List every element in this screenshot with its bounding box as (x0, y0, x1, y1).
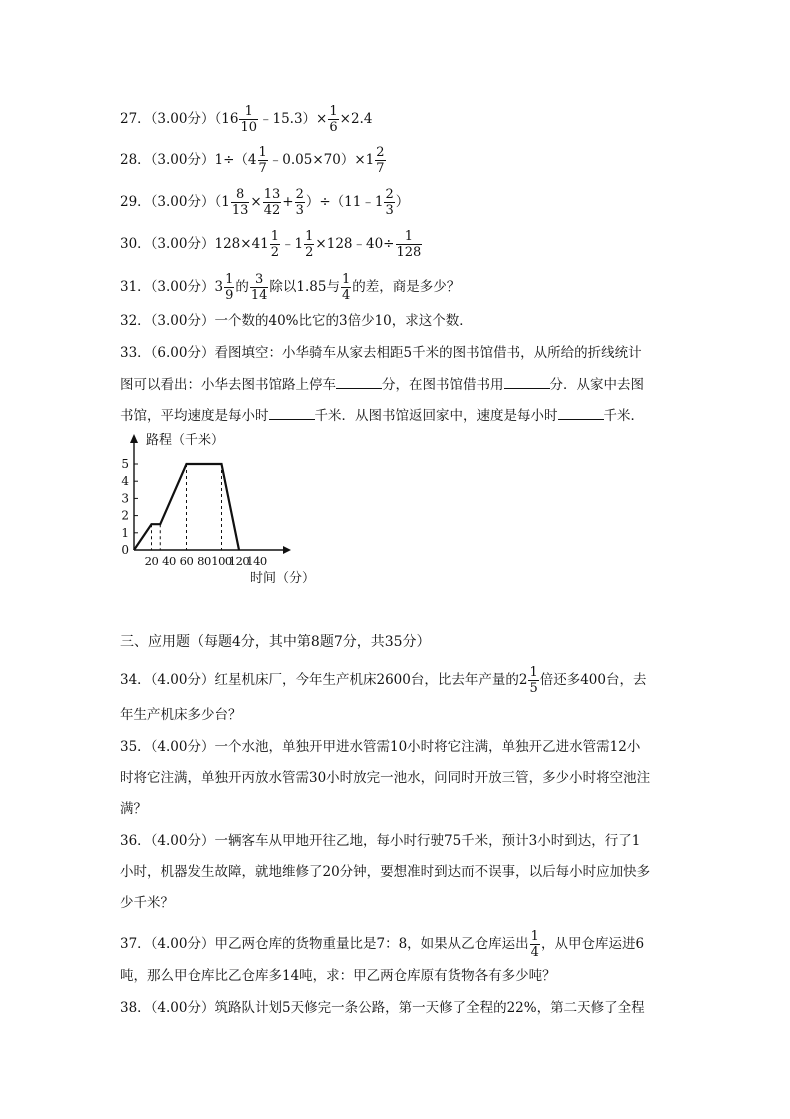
x-tick-label: 140 (246, 554, 267, 568)
fraction: $\frac{2}{7}$ (376, 145, 385, 176)
question-33-line-2: 图可以看出：小华去图书馆路上停车 分，在图书馆借书用 分．从家中去图 (120, 374, 644, 395)
fraction: $\frac{1}{6}$ (329, 104, 338, 135)
answer-blank[interactable] (504, 374, 550, 389)
fraction: $\frac{1}{2}$ (270, 229, 280, 260)
question-33-line-1: 33．（6.00分）看图填空：小华骑车从家去相距5千米的图书馆借书，从所给的折线统计 (120, 345, 642, 361)
question-32: 32．（3.00分）一个数的40%比它的3倍少10，求这个数． (120, 313, 473, 329)
question-29: 29．（3.00分）（1 $\frac{8}{13}$ × $\frac{13}{42}$ + $\frac{2}{3}$ ）÷（11﹣1 $\frac{2}{3}$ ） (120, 187, 410, 218)
fraction: $\frac{1}{5}$ (529, 665, 538, 696)
x-tick-label: 120 (228, 554, 250, 568)
answer-blank[interactable] (558, 405, 604, 420)
fraction: $\frac{1}{7}$ (258, 145, 267, 176)
question-33-line-3: 书馆，平均速度是每小时 千米．从图书馆返回家中，速度是每小时 千米． (120, 405, 644, 426)
y-tick-label: 3 (121, 491, 129, 506)
question-36-line-3: 少千米？ (120, 895, 174, 911)
x-tick-label: 60 (179, 554, 194, 568)
question-27: 27．（3.00分）（16 $\frac{1}{10}$ ﹣15.3）× $\frac{1}{6}$ ×2.4 (120, 104, 373, 135)
fraction: $\frac{3}{14}$ (250, 272, 268, 303)
fraction: $\frac{1}{128}$ (396, 229, 422, 260)
y-tick-label: 5 (121, 457, 129, 471)
question-37-line-1: 37．（4.00分）甲乙两仓库的货物重量比是7：8，如果从乙仓库运出 $\frac{1}{4}$ ，从甲仓库运进6 (120, 929, 645, 960)
question-31: 31．（3.00分）3 $\frac{1}{9}$ 的 $\frac{3}{14}$ 除以1.85与 $\frac{1}{4}$ 的差，商是多少？ (120, 272, 461, 303)
x-tick-label: 40 (162, 554, 176, 568)
origin-label: 0 (121, 543, 129, 557)
question-28: 28．（3.00分）1÷（4 $\frac{1}{7}$ ﹣0.05×70）×1 $\frac{2}{7}$ (120, 145, 385, 176)
fraction: $\frac{1}{4}$ (530, 929, 539, 960)
x-axis-arrow (283, 546, 291, 554)
distance-time-chart (110, 428, 330, 588)
y-axis-arrow (130, 434, 138, 443)
question-34-line-2: 年生产机床多少台？ (120, 707, 242, 723)
fraction: $\frac{2}{3}$ (385, 187, 394, 218)
x-axis-title: 时间（分） (250, 571, 316, 586)
fraction: $\frac{1}{10}$ (240, 104, 257, 135)
fraction: $\frac{1}{2}$ (305, 229, 314, 260)
question-38-line-1: 38．（4.00分）筑路队计划5天修完一条公路，第一天修了全程的22%，第二天修了全程 (120, 1000, 645, 1016)
fraction: $\frac{2}{3}$ (295, 187, 304, 218)
x-tick-label: 20 (144, 554, 159, 568)
question-35-line-3: 满？ (120, 801, 147, 817)
fraction: $\frac{13}{42}$ (263, 187, 281, 218)
y-tick-label: 1 (121, 525, 129, 540)
question-35-line-2: 时将它注满，单独开丙放水管需30小时放完一池水，问同时开放三管，多少小时将空池注 (120, 770, 651, 786)
question-37-line-2: 吨，那么甲仓库比乙仓库多14吨，求：甲乙两仓库原有货物各有多少吨？ (120, 968, 556, 984)
answer-blank[interactable] (336, 374, 382, 389)
x-tick-label: 100 (211, 554, 232, 568)
x-tick-label: 80 (197, 554, 211, 568)
fraction: $\frac{1}{4}$ (341, 272, 351, 303)
question-30: 30．（3.00分）128×41 $\frac{1}{2}$ ﹣1 $\frac{1}{2}$ ×128﹣40÷ $\frac{1}{128}$ (120, 229, 422, 260)
y-tick-label: 4 (121, 474, 129, 489)
answer-blank[interactable] (269, 405, 315, 420)
y-axis-title: 路程（千米） (146, 433, 225, 448)
question-34-line-1: 34．（4.00分）红星机床厂，今年生产机床2600台，比去年产量的2 $\frac{1}{5}$ 倍还多400台，去 (120, 665, 647, 696)
question-36-line-1: 36．（4.00分）一辆客车从甲地开往乙地，每小时行驶75千米，预计3小时到达，行了1 (120, 833, 641, 849)
section-3-title: 三、应用题（每题4分，其中第8题7分，共35分） (120, 634, 431, 650)
fraction: $\frac{1}{9}$ (225, 272, 234, 303)
question-35-line-1: 35．（4.00分）一个水池，单独开甲进水管需10小时将它注满，单独开乙进水管需12小 (120, 739, 641, 755)
y-tick-label: 2 (121, 508, 129, 523)
question-36-line-2: 小时，机器发生故障，就地维修了20分钟，要想准时到达而不误事，以后每小时应加快多 (120, 864, 651, 880)
fraction: $\frac{8}{13}$ (231, 187, 249, 218)
